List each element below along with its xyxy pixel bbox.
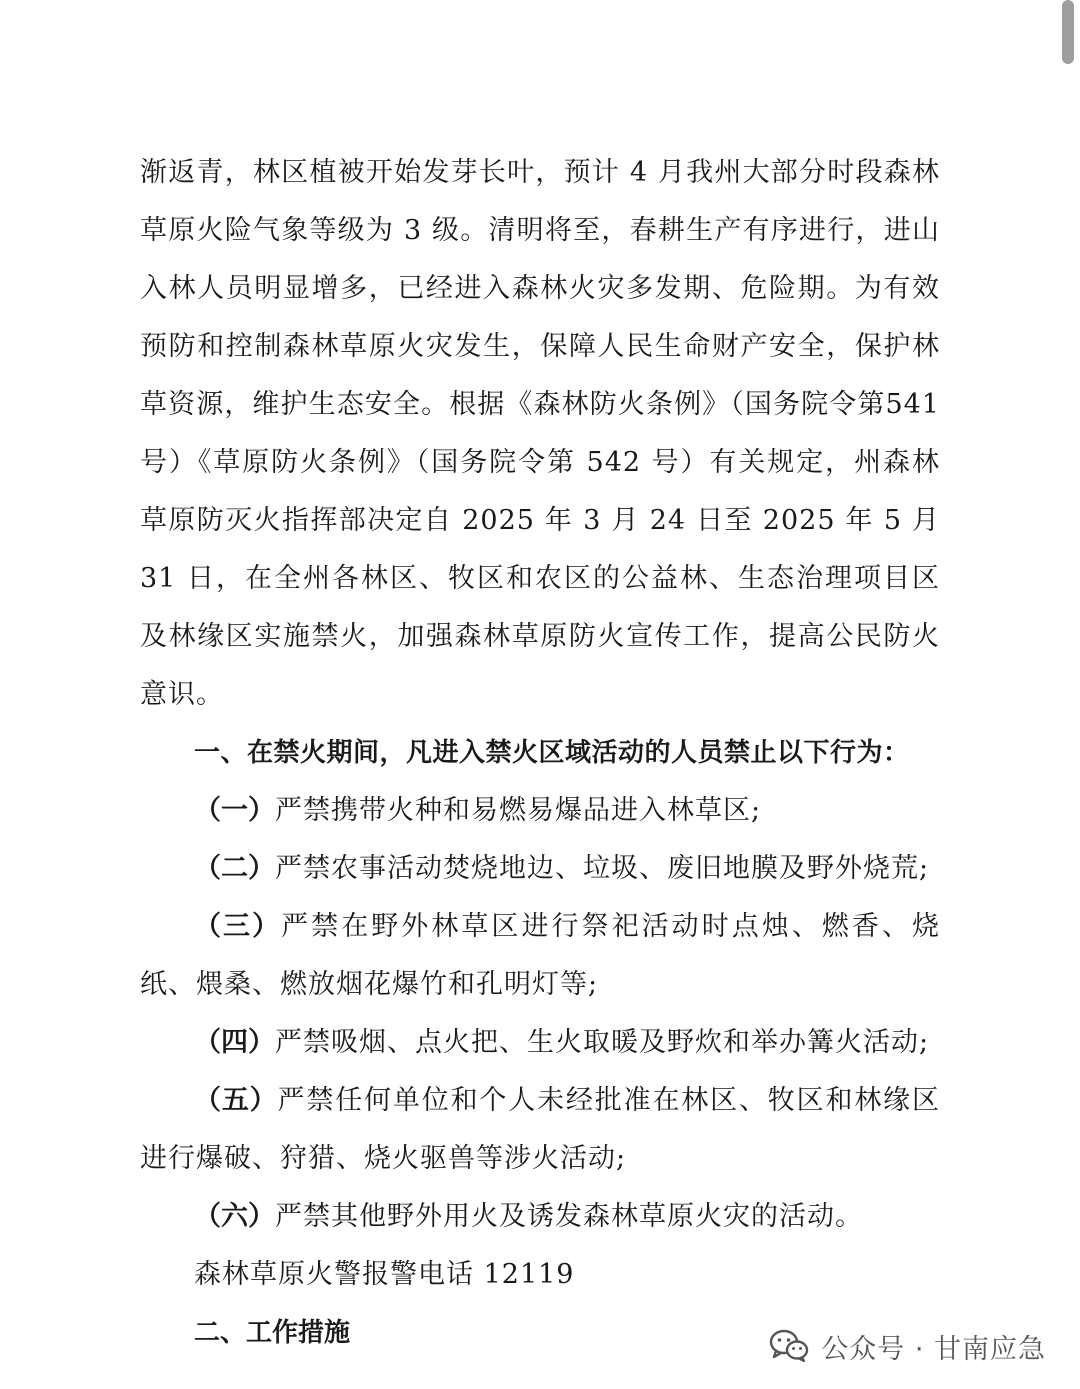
item-text: 严禁携带火种和易燃易爆品进入林草区; (275, 795, 762, 826)
list-item (140, 782, 940, 840)
item-number: （六） (194, 1201, 275, 1232)
item-number: （四） (194, 1027, 275, 1058)
list-item (140, 1014, 940, 1072)
item-number: （三） (194, 911, 282, 942)
item-number: （五） (194, 1085, 278, 1116)
section2-heading: 二、工作措施 (194, 1318, 351, 1348)
list-item (140, 1072, 940, 1188)
item-text: 严禁任何单位和个人未经批准在林区、牧区和林缘区进行爆破、狩猎、烧火驱兽等涉火活动; (140, 1085, 941, 1174)
fire-hotline: 森林草原火警报警电话 12119 (194, 1259, 575, 1290)
item-number: （一） (194, 795, 275, 826)
watermark-text: 公众号 · 甘南应急 (821, 1333, 1046, 1365)
list-item (140, 840, 940, 898)
wechat-watermark (769, 1326, 1046, 1366)
list-item (140, 898, 940, 1014)
document-body (140, 144, 940, 1362)
item-text: 严禁在野外林草区进行祭祀活动时点烛、燃香、烧纸、煨桑、燃放烟花爆竹和孔明灯等; (140, 911, 940, 1000)
list-item (140, 1188, 940, 1246)
item-text: 严禁其他野外用火及诱发森林草原火灾的活动。 (275, 1201, 863, 1232)
item-text: 严禁农事活动焚烧地边、垃圾、废旧地膜及野外烧荒; (275, 853, 930, 884)
item-text: 严禁吸烟、点火把、生火取暖及野炊和举办篝火活动; (275, 1027, 930, 1058)
intro-paragraph: 渐返青，林区植被开始发芽长叶，预计 4 月我州大部分时段森林草原火险气象等级为 3 级。清明将至，春耕生产有序进行，进山入林人员明显增多，已经进入森林火灾多发期、危险期。为有效预防和控制森林草原火灾发生，保障人民生命财产安全，保护林草资源，维护生态安全。根据《森林防火条例》（国务院令第541 号）《草原防火条例》（国务院令第 542 号）有关规定，州森林草原防灭火指挥部决定自 2025 年 3 月 24 日至 2025 年 5 月31 日，在全州各林区、牧区和农区的公益林、生态治理项目区及林缘区实施禁火，加强森林草原防火宣传工作，提高公民防火意识。 (140, 157, 940, 710)
scrollbar-thumb[interactable] (1062, 0, 1074, 64)
wechat-icon (769, 1329, 809, 1363)
item-number: （二） (194, 853, 275, 884)
section1-heading: 一、在禁火期间，凡进入禁火区域活动的人员禁止以下行为： (194, 738, 910, 768)
